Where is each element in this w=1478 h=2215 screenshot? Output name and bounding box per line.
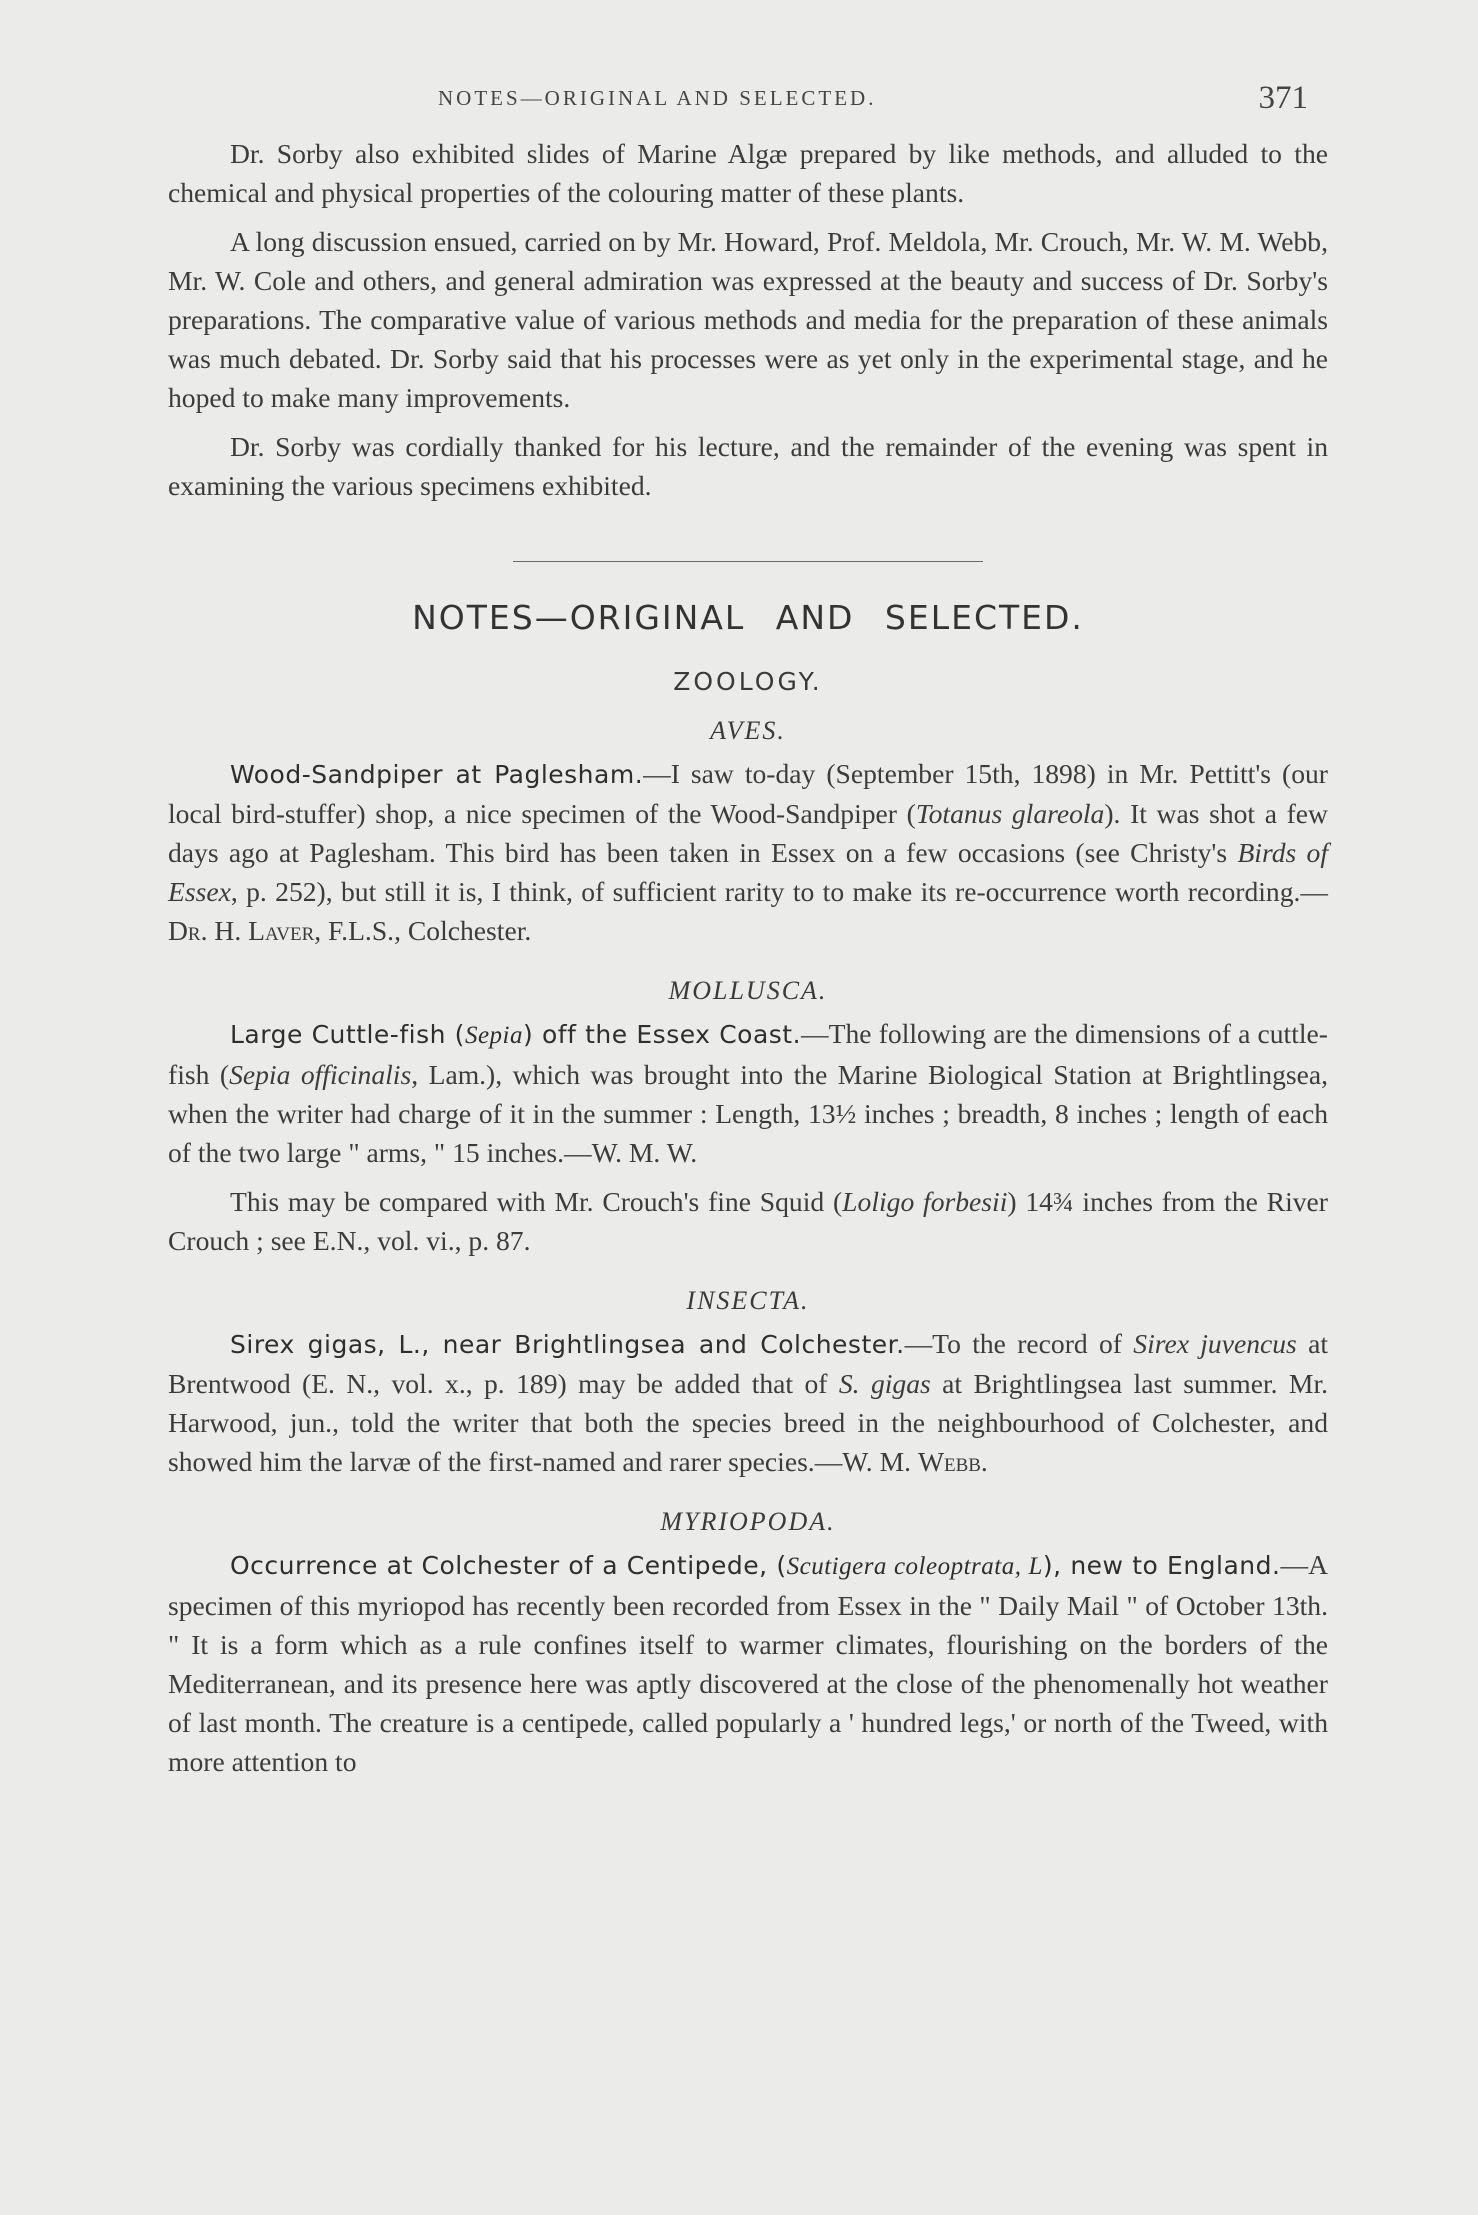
intro-paragraph-2: A long discussion ensued, carried on by Mr. Howard, Prof. Meldola, Mr. Crouch, Mr. W. M. Webb, Mr. W. Cole and others, and general admiration was expressed at the beauty and success of Dr. Sorby's preparations. The comparative value of various methods and media for the preparation of these animals was much debated. Dr. Sorby said that his processes were as yet only in the experimental stage, and he hoped to make many improvements. — [168, 226, 1328, 413]
myriopoda-heading: MYRIOPODA. — [660, 1507, 836, 1536]
insecta-note — [168, 1324, 1328, 1481]
mollusca-heading: MOLLUSCA. — [668, 976, 828, 1005]
mollusca-p2-text-a: This may be compared with Mr. Crouch's fine Squid ( — [230, 1186, 843, 1217]
mollusca-paragraph-2 — [168, 1182, 1328, 1260]
mollusca-species: Sepia officinalis — [229, 1059, 412, 1090]
insecta-text-3: at Brightlingsea last summer. Mr. Harwood, jun., told the writer that both the species breed in the neighbourhood of Colchester, and showed him the larvæ of the first-named and rarer species.—W. M. — [168, 1368, 1329, 1477]
mollusca-text-2: , Lam.), which was brought into the Marine Biological Station at Brightlingsea, when the writer had charge of it in the summer : Length, 13½ inches ; breadth, 8 inches ; length of each of the two large " arms, " 15 inches.—W. M. W. — [168, 1059, 1329, 1168]
section-subtitle: ZOOLOGY. — [673, 667, 823, 696]
insecta-note-title: Sirex gigas, L., near Brightlingsea and Colchester. — [230, 1330, 905, 1359]
mollusca-p2-text-b: ) 14¾ inches from the River Crouch ; see E.N., vol. vi., p. 87. — [168, 1186, 1328, 1256]
mollusca-p2-species: Loligo forbesii — [842, 1186, 1008, 1217]
aves-author: Dr. H. Laver — [168, 915, 315, 946]
aves-book: Birds of Essex — [168, 837, 1329, 907]
myriopoda-note — [168, 1545, 1328, 1781]
insecta-text-1: —To the record of — [904, 1328, 1134, 1359]
mollusca-title-part-a: Large Cuttle-fish ( — [230, 1020, 465, 1049]
mollusca-title-part-b: ) off the Essex Coast. — [522, 1020, 802, 1049]
section-divider — [513, 561, 983, 562]
page-number: 371 — [1258, 80, 1308, 116]
mollusca-text-1: —The following are the dimensions of a cuttle-fish ( — [168, 1018, 1328, 1090]
intro-paragraph-1: Dr. Sorby also exhibited slides of Marine Algæ prepared by like methods, and alluded to the chemical and physical properties of the colouring matter of these plants. — [168, 138, 1328, 208]
section-title: NOTES—ORIGINAL AND SELECTED. — [412, 598, 1084, 637]
myriopoda-title-part-b: ), new to England. — [1042, 1551, 1281, 1580]
running-title: NOTES—ORIGINAL AND SELECTED. — [438, 86, 877, 110]
insecta-heading: INSECTA. — [686, 1286, 810, 1315]
insecta-author: Webb. — [917, 1446, 988, 1477]
aves-species: Totanus glareola — [915, 798, 1105, 829]
aves-heading: AVES. — [710, 716, 786, 745]
intro-paragraph-3: Dr. Sorby was cordially thanked for his lecture, and the remainder of the evening was spent in examining the various specimens exhibited. — [168, 431, 1328, 501]
aves-note-title: Wood-Sandpiper at Paglesham. — [230, 760, 644, 789]
page — [168, 80, 1328, 1781]
insecta-species-1: Sirex juvencus — [1133, 1328, 1297, 1359]
aves-text-2: ). It was shot a few days ago at Paglesham. This bird has been taken in Essex on a few occasions (see Christy's — [168, 798, 1328, 868]
myriopoda-note-title — [230, 1551, 1280, 1580]
aves-text-4: , F.L.S., Colchester. — [314, 915, 532, 946]
mollusca-title-genus: Sepia — [464, 1022, 523, 1049]
aves-note — [168, 754, 1328, 950]
myriopoda-species: Scutigera coleoptrata, L — [786, 1553, 1043, 1580]
myriopoda-text-1: —A specimen of this myriopod has recently been recorded from Essex in the " Daily Mail " of October 13th. " It is a form which as a rule confines itself to warmer climates, flourishing on the borders of the Mediterranean, and its presence here was aptly discovered at the close of the phenomenally hot weather of last month. The creature is a centipede, called popularly a ' hundred legs,' or north of the Tweed, with more attention to — [168, 1549, 1328, 1777]
aves-text-1: —I saw to-day (September 15th, 1898) in Mr. Pettitt's (our local bird-stuffer) shop, a nice specimen of the Wood-Sandpiper ( — [168, 758, 1328, 829]
insecta-species-2: S. gigas — [838, 1368, 931, 1399]
aves-text-3: , p. 252), but still it is, I think, of sufficient rarity to to make its re-occurrence worth recording.— — [230, 876, 1328, 907]
running-header — [168, 80, 1328, 134]
mollusca-note-title — [230, 1020, 801, 1049]
myriopoda-title-part-a: Occurrence at Colchester of a Centipede, ( — [230, 1551, 787, 1580]
insecta-text-2: at Brentwood (E. N., vol. x., p. 189) may be added that of — [168, 1328, 1329, 1399]
mollusca-note — [168, 1014, 1328, 1172]
